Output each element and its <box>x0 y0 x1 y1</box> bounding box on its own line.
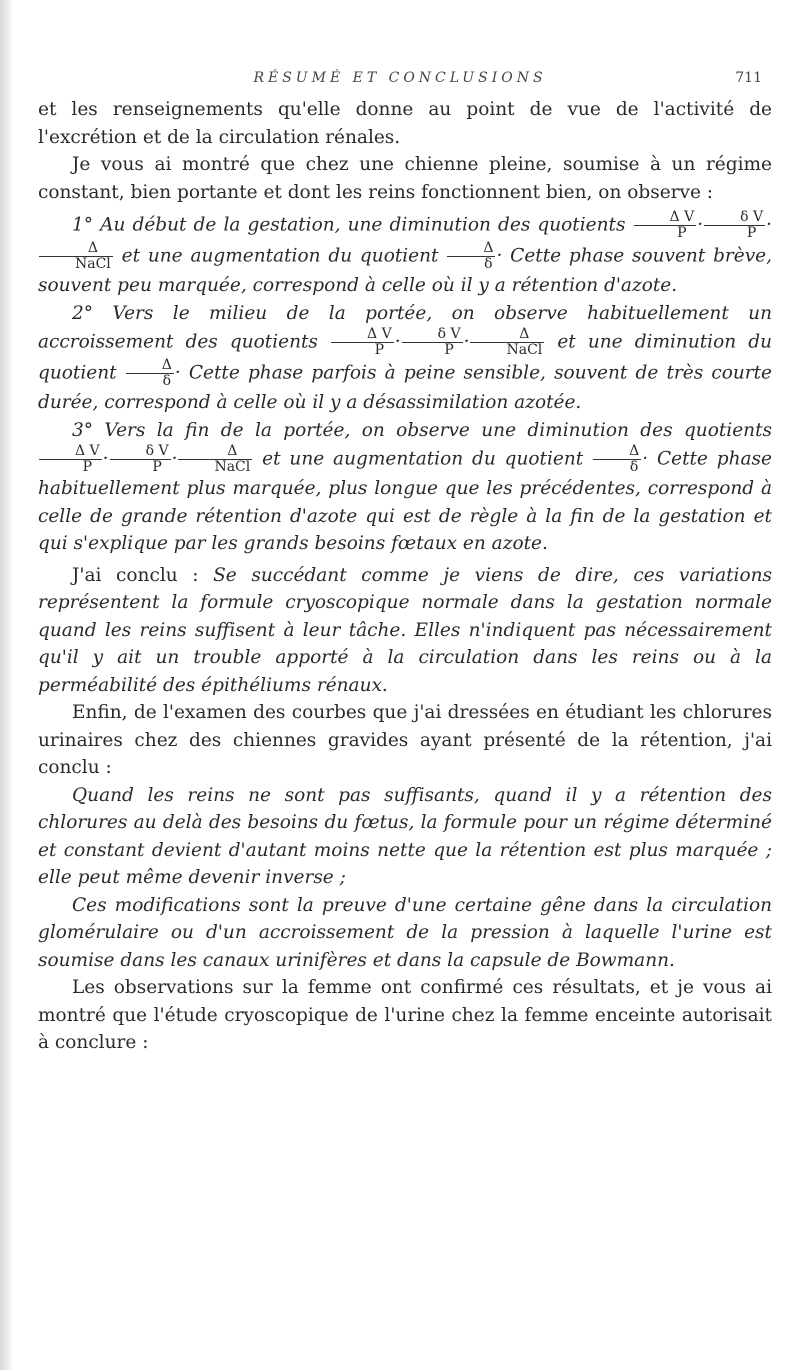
phase-2-text-b: et une diminution du quotient <box>38 331 772 384</box>
paragraph-woman-observations: Les observations sur la femme ont confirmé ces résultats, et je vous ai montré que l'étude cryoscopique de l'urine chez la femme enceinte autorisait à conclure : <box>38 977 772 1053</box>
paragraph-first-conclusion <box>38 562 772 700</box>
paragraph-chlorides-conclusion: Quand les reins ne sont pas suffisants, quand il y a rétention des chlorures au delà des besoins du fœtus, la formule pour un régime déterminé et constant devient d'autant moins nette que la rétention est plus marquée ; elle peut même devenir inverse ; <box>38 784 772 888</box>
phase-3-text-c: · Cette phase habituellement plus marquée, plus longue que les précédentes, correspond à celle de grande rétention d'azote qui est de règle à la fin de la gestation et qui s'explique par les grands besoins fœtaux en azote. <box>38 448 772 554</box>
list-item-phase-2: 2° Vers le milieu de la portée, on observe habituellement un accroissement des quotients $\frac{\text{Δ V}}{P}$ · $\frac{\text{δ V}}{P}$ · $\frac{\Delta}{\text{NaCl}}$ et une diminution du quotient $\frac{\Delta}{\delta}$ · Cette phase parfois à peine sensible, souvent de très courte durée, correspond à celle où il y a désassimilation azotée. <box>38 302 772 413</box>
fraction-delta-over-small-delta: $\frac{\Delta}{\delta}$ <box>447 241 495 272</box>
paragraph-modifications: Ces modifications sont la preuve d'une certaine gêne dans la circulation glomérulaire ou d'un accroissement de la pression à laquelle l'urine est soumise dans les canaux urinifères et dans la capsule de Bowmann. <box>38 894 772 971</box>
conclusion-text: Se succédant comme je viens de dire, ces variations représentent la formule cryoscopique normale dans la gestation normale quand les reins suffisent à leur tâche. Elles n'indiquent pas nécessairement qu'il y ait un trouble apporté à la circulation dans les reins ou à la perméabilité des épithéliums rénaux. <box>38 564 772 696</box>
fraction-small-delta-v-over-p: $\frac{\text{δ V}}{P}$ <box>110 444 171 475</box>
fraction-delta-over-nacl: $\frac{\Delta}{\text{NaCl}}$ <box>178 444 252 475</box>
fraction-delta-v-over-p: $\frac{\text{Δ V}}{P}$ <box>39 444 102 475</box>
running-title: RÉSUMÉ ET CONCLUSIONS <box>253 70 547 86</box>
fraction-delta-over-small-delta: $\frac{\Delta}{\delta}$ <box>593 444 641 475</box>
fraction-small-delta-v-over-p: $\frac{\text{δ V}}{P}$ <box>402 327 463 358</box>
phase-3-text-a: 3° Vers la fin de la portée, on observe une diminution des quotients <box>72 419 772 441</box>
fraction-delta-over-small-delta: $\frac{\Delta}{\delta}$ <box>126 358 174 389</box>
paragraph-observation-intro: Je vous ai montré que chez une chienne pleine, soumise à un régime constant, bien portante et dont les reins fonctionnent bien, on observe : <box>38 154 772 203</box>
fraction-delta-over-nacl: $\frac{\Delta}{\text{NaCl}}$ <box>39 241 113 272</box>
phase-1-text-b: et une augmentation du quotient <box>121 245 439 267</box>
phase-3-text-b: et une augmentation du quotient <box>262 448 584 470</box>
page-number: 711 <box>735 70 762 86</box>
fraction-delta-v-over-p: $\frac{\text{Δ V}}{P}$ <box>634 210 697 241</box>
paragraph-intro-continuation: et les renseignements qu'elle donne au point de vue de l'activité de l'excrétion et de la circulation rénales. <box>38 99 772 148</box>
fraction-delta-v-over-p: $\frac{\text{Δ V}}{P}$ <box>331 327 394 358</box>
phase-1-text-a: 1° Au début de la gestation, une diminution des quotients <box>72 214 626 236</box>
phase-2-text-c: · Cette phase parfois à peine sensible, souvent de très courte durée, correspond à celle où il y a désassimilation azotée. <box>38 362 772 413</box>
list-item-phase-3: 3° Vers la fin de la portée, on observe une diminution des quotients $\frac{\text{Δ V}}{P}$ · $\frac{\text{δ V}}{P}$ · $\frac{\Delta}{\text{NaCl}}$ et une augmentation du quotient $\frac{\Delta}{\delta}$ · Cette phase habituellement plus marquée, plus longue que les précédentes, correspond à celle de grande rétention d'azote qui est de règle à la fin de la gestation et qui s'explique par les grands besoins fœtaux en azote. <box>38 419 772 554</box>
paragraph-chlorides-intro: Enfin, de l'examen des courbes que j'ai dressées en étudiant les chlorures urinaires chez des chiennes gravides ayant présenté de la rétention, j'ai conclu : <box>38 702 772 778</box>
conclusion-lead: J'ai conclu : <box>72 564 214 586</box>
fraction-small-delta-v-over-p: $\frac{\text{δ V}}{P}$ <box>704 210 765 241</box>
phase-2-text-a: 2° Vers le milieu de la portée, on observe habituellement un accroissement des quotients <box>38 302 772 353</box>
scan-edge-shadow <box>0 0 14 1370</box>
list-item-phase-1: 1° Au début de la gestation, une diminution des quotients $\frac{\text{Δ V}}{P}$ · $\frac{\text{δ V}}{P}$ · $\frac{\Delta}{\text{NaCl}}$ et une augmentation du quotient $\frac{\Delta}{\delta}$ · Cette phase souvent brève, souvent peu marquée, correspond à celle où il y a rétention d'azote. <box>38 209 773 296</box>
phase-1-text-c: · Cette phase souvent brève, souvent peu marquée, correspond à celle où il y a rétention d'azote. <box>38 245 773 296</box>
page-body <box>38 96 772 1057</box>
fraction-delta-over-nacl: $\frac{\Delta}{\text{NaCl}}$ <box>470 327 544 358</box>
